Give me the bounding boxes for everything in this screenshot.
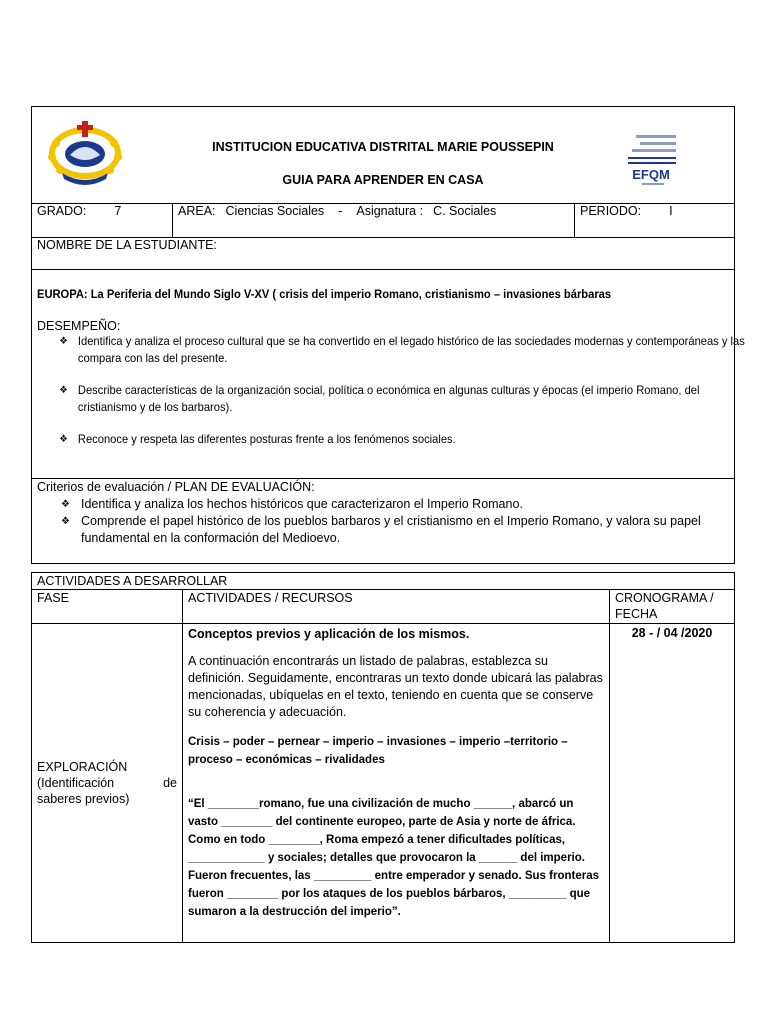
asignatura-value: C. Sociales [433,204,497,218]
efqm-logo [622,131,680,191]
periodo-value: I [669,204,673,218]
asignatura-label: Asignatura : [356,204,424,218]
guide-header-table [31,106,745,564]
desempeno-list [37,333,748,448]
col-header-actividades: ACTIVIDADES / RECURSOS [183,590,610,624]
fase-exploracion: EXPLORACIÓN (Identificación de saberes previos) [37,760,177,806]
desempeno-label: DESEMPEÑO: [37,319,121,333]
area-value: Ciencias Sociales [225,204,325,218]
activities-title: ACTIVIDADES A DESARROLLAR [32,573,735,590]
periodo-label: PERIODO: [580,204,642,218]
criterios-cell [32,479,735,564]
criterios-label: Criterios de evaluación / PLAN DE EVALUACIÓN: [37,480,315,494]
area-label: AREA: [178,204,216,218]
activities-table [31,572,735,943]
fecha-cell [610,624,735,943]
activity-heading: Conceptos previos y aplicación de los mismos. [188,627,470,641]
area-cell: AREA: Ciencias Sociales - Asignatura : C. Sociales [173,204,575,238]
institution-header [32,107,735,204]
actividades-cell [183,624,610,943]
activity-paragraph: “El ________romano, fue una civilización de mucho ______, abarcó un vasto ________ del continente europeo, parte de Asia y norte de áfrica. Como en todo ________, Roma empezó a tener dificultades políticas, ____________ y sociales; detalles que provocaron la ______ del imperio. Fueron frecuentes, las _________ entre emperador y senado. Sus fronteras fueron ________ por los ataques de los pueblos bárbaros, _________ que sumaron a la destrucción del imperio”. [188,798,599,918]
desempeno-cell [32,270,745,479]
grado-label: GRADO: [37,204,87,218]
guide-subtitle: GUIA PARA APRENDER EN CASA [282,173,484,187]
institution-title: INSTITUCION EDUCATIVA DISTRITAL MARIE POUSSEPIN [212,140,554,154]
student-name-cell [32,238,735,270]
periodo-cell [575,204,735,238]
desempeno-item: ❖ Describe características de la organización social, política o económica en algunas culturas y épocas (el imperio Romano, del cristianismo y de los barbaros). [59,382,748,416]
activity-date: 28 - / 04 /2020 [631,626,713,640]
svg-text:EFQM: EFQM [632,167,670,182]
grado-cell [32,204,173,238]
activity-intro: A continuación encontrarás un listado de palabras, establezca su definición. Seguidamente, encontraras un texto donde ubicará las palabras mencionadas, ubíquelas en el texto, teniendo en cuenta que se conserve su coherencia y adecuación. [188,654,603,719]
desempeno-item: ❖ Reconoce y respeta las diferentes posturas frente a los fenómenos sociales. [59,431,748,448]
student-name-label: NOMBRE DE LA ESTUDIANTE: [37,238,217,252]
criterios-list [37,496,729,547]
criterio-item: ❖ Comprende el papel histórico de los pueblos barbaros y el cristianismo en el Imperio Romano, y valora su papel fundamental en la conformación del Medioevo. [61,513,729,547]
col-header-cronograma: CRONOGRAMA / FECHA [610,590,735,624]
grado-value: 7 [114,204,122,218]
col-header-fase: FASE [32,590,183,624]
fase-cell [32,624,183,943]
criterio-item: ❖ Identifica y analiza los hechos históricos que caracterizaron el Imperio Romano. [61,496,729,513]
activity-words: Crisis – poder – pernear – imperio – invasiones – imperio –territorio – proceso – económicas – rivalidades [188,736,568,766]
desempeno-item: ❖ Identifica y analiza el proceso cultural que se ha convertido en el legado histórico de las sociedades modernas y contemporáneas y las compara con las del presente. [59,333,748,367]
topic-title: EUROPA: La Periferia del Mundo Siglo V-XV ( crisis del imperio Romano, cristianismo – invasiones bárbaras [37,287,612,301]
